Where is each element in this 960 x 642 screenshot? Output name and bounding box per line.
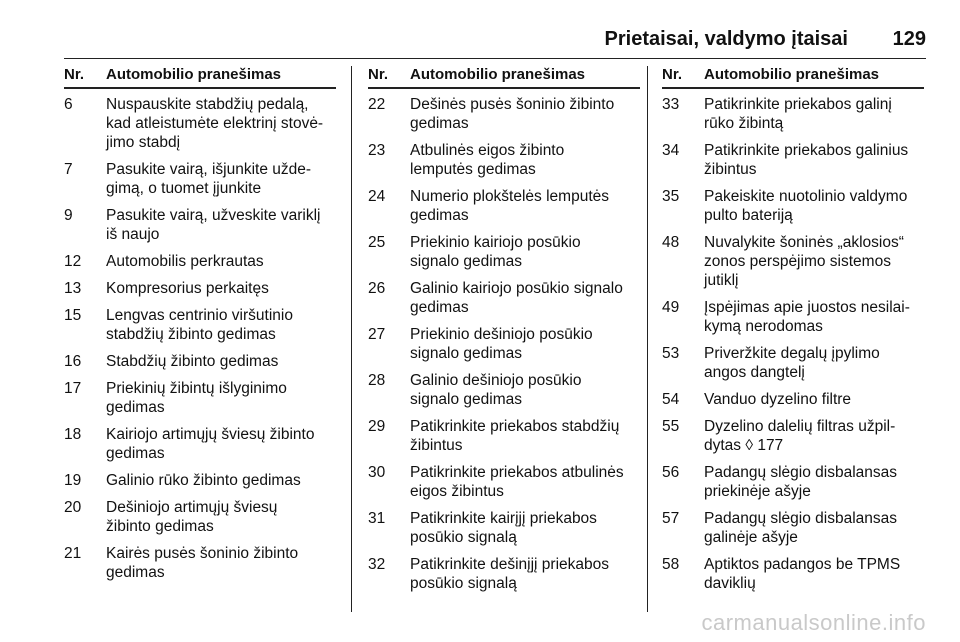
table-row bbox=[64, 425, 336, 463]
row-message: Kairiojo artimųjų šviesų žibinto gedimas bbox=[106, 426, 315, 462]
row-number: 49 bbox=[662, 299, 680, 316]
row-number: 24 bbox=[368, 188, 386, 205]
table-row bbox=[662, 95, 924, 133]
column-header bbox=[662, 66, 924, 89]
row-list bbox=[64, 95, 336, 582]
table-row bbox=[368, 233, 640, 271]
row-number: 55 bbox=[662, 418, 680, 435]
page-number: 129 bbox=[892, 28, 926, 50]
row-message: Padangų slėgio disbalansas galinėje ašyje bbox=[704, 510, 898, 546]
row-number: 53 bbox=[662, 345, 680, 362]
row-message: Nuvalykite šoninės „aklosios“ zonos perspėjimo sistemos jutiklį bbox=[704, 234, 904, 289]
row-number: 48 bbox=[662, 234, 680, 251]
row-number: 16 bbox=[64, 353, 82, 370]
table-row bbox=[64, 352, 336, 371]
row-message: Galinio kairiojo posūkio signalo gedimas bbox=[410, 280, 623, 316]
table-row bbox=[64, 379, 336, 417]
row-number: 9 bbox=[64, 207, 73, 224]
table-row bbox=[662, 298, 924, 336]
row-number: 26 bbox=[368, 280, 386, 297]
row-number: 58 bbox=[662, 556, 680, 573]
row-message: Stabdžių žibinto gedimas bbox=[106, 353, 279, 370]
table-row bbox=[64, 544, 336, 582]
row-message: Priekinio kairiojo posūkio signalo gedimas bbox=[410, 234, 581, 270]
row-number: 7 bbox=[64, 161, 73, 178]
row-message: Patikrinkite priekabos galinį rūko žibintą bbox=[704, 96, 892, 132]
row-number: 34 bbox=[662, 142, 680, 159]
row-number: 22 bbox=[368, 96, 386, 113]
row-number: 35 bbox=[662, 188, 680, 205]
header-message: Automobilio pranešimas bbox=[704, 66, 880, 83]
header-nr: Nr. bbox=[368, 66, 389, 83]
row-number: 13 bbox=[64, 280, 82, 297]
table-row bbox=[368, 371, 640, 409]
row-message: Pasukite vairą, išjunkite užde- gimą, o tuomet įjunkite bbox=[106, 161, 312, 197]
table-row bbox=[368, 187, 640, 225]
row-message: Kompresorius perkaitęs bbox=[106, 280, 269, 297]
row-message: Nuspauskite stabdžių pedalą, kad atleistumėte elektrinį stovė- jimo stabdį bbox=[106, 96, 324, 151]
row-number: 21 bbox=[64, 545, 82, 562]
table-row bbox=[64, 498, 336, 536]
table-column-2 bbox=[368, 66, 640, 601]
row-message: Dyzelino dalelių filtras užpil- dytas ◊ 177 bbox=[704, 418, 896, 454]
table-row bbox=[662, 417, 924, 455]
row-number: 20 bbox=[64, 499, 82, 516]
column-divider bbox=[351, 66, 352, 612]
table-row bbox=[662, 233, 924, 290]
header-message: Automobilio pranešimas bbox=[410, 66, 586, 83]
table-row bbox=[368, 279, 640, 317]
row-message: Atbulinės eigos žibinto lemputės gedimas bbox=[410, 142, 565, 178]
row-number: 56 bbox=[662, 464, 680, 481]
row-message: Galinio dešiniojo posūkio signalo gedimas bbox=[410, 372, 582, 408]
table-row bbox=[368, 417, 640, 455]
row-number: 28 bbox=[368, 372, 386, 389]
row-message: Priekinio dešiniojo posūkio signalo gedimas bbox=[410, 326, 593, 362]
column-header bbox=[368, 66, 640, 89]
header-nr: Nr. bbox=[662, 66, 683, 83]
table-row bbox=[368, 509, 640, 547]
header-message: Automobilio pranešimas bbox=[106, 66, 282, 83]
row-message: Kairės pusės šoninio žibinto gedimas bbox=[106, 545, 299, 581]
page-header bbox=[64, 22, 926, 59]
row-message: Padangų slėgio disbalansas priekinėje ašyje bbox=[704, 464, 898, 500]
table-row bbox=[64, 206, 336, 244]
row-number: 6 bbox=[64, 96, 73, 113]
table-column-3 bbox=[662, 66, 924, 601]
row-list bbox=[368, 95, 640, 593]
row-message: Priekinių žibintų išlyginimo gedimas bbox=[106, 380, 287, 416]
table-row bbox=[368, 463, 640, 501]
row-number: 29 bbox=[368, 418, 386, 435]
row-message: Pasukite vairą, užveskite variklį iš naujo bbox=[106, 207, 321, 243]
table-row bbox=[662, 187, 924, 225]
row-number: 19 bbox=[64, 472, 82, 489]
column-header bbox=[64, 66, 336, 89]
row-number: 12 bbox=[64, 253, 82, 270]
row-number: 15 bbox=[64, 307, 82, 324]
column-divider bbox=[647, 66, 648, 612]
row-number: 25 bbox=[368, 234, 386, 251]
row-message: Patikrinkite priekabos stabdžių žibintus bbox=[410, 418, 620, 454]
table-row bbox=[662, 344, 924, 382]
row-number: 32 bbox=[368, 556, 386, 573]
table-row bbox=[64, 95, 336, 152]
table-row bbox=[64, 471, 336, 490]
row-message: Įspėjimas apie juostos nesilai- kymą nerodomas bbox=[704, 299, 910, 335]
row-number: 27 bbox=[368, 326, 386, 343]
row-message: Automobilis perkrautas bbox=[106, 253, 264, 270]
row-message: Pakeiskite nuotolinio valdymo pulto bateriją bbox=[704, 188, 908, 224]
row-list bbox=[662, 95, 924, 593]
row-message: Patikrinkite priekabos galinius žibintus bbox=[704, 142, 909, 178]
row-message: Numerio plokštelės lemputės gedimas bbox=[410, 188, 610, 224]
row-message: Lengvas centrinio viršutinio stabdžių žibinto gedimas bbox=[106, 307, 293, 343]
row-number: 31 bbox=[368, 510, 386, 527]
table-row bbox=[64, 279, 336, 298]
table-row bbox=[662, 463, 924, 501]
table-row bbox=[662, 141, 924, 179]
table-row bbox=[368, 555, 640, 593]
row-message: Aptiktos padangos be TPMS daviklių bbox=[704, 556, 901, 592]
row-number: 57 bbox=[662, 510, 680, 527]
table-row bbox=[368, 95, 640, 133]
row-message: Dešiniojo artimųjų šviesų žibinto gedimas bbox=[106, 499, 278, 535]
table-row bbox=[368, 141, 640, 179]
row-number: 18 bbox=[64, 426, 82, 443]
page-title: Prietaisai, valdymo įtaisai bbox=[604, 28, 848, 50]
row-message: Patikrinkite kairįjį priekabos posūkio signalą bbox=[410, 510, 597, 546]
table-row bbox=[662, 509, 924, 547]
row-message: Priveržkite degalų įpylimo angos dangtelį bbox=[704, 345, 880, 381]
row-message: Patikrinkite dešinįjį priekabos posūkio signalą bbox=[410, 556, 610, 592]
table-row bbox=[662, 390, 924, 409]
row-number: 54 bbox=[662, 391, 680, 408]
row-number: 17 bbox=[64, 380, 82, 397]
row-message: Galinio rūko žibinto gedimas bbox=[106, 472, 301, 489]
table-row bbox=[368, 325, 640, 363]
header-nr: Nr. bbox=[64, 66, 85, 83]
row-number: 33 bbox=[662, 96, 680, 113]
table-row bbox=[64, 160, 336, 198]
table-row bbox=[64, 252, 336, 271]
row-number: 23 bbox=[368, 142, 386, 159]
table-row bbox=[662, 555, 924, 593]
row-number: 30 bbox=[368, 464, 386, 481]
row-message: Patikrinkite priekabos atbulinės eigos žibintus bbox=[410, 464, 624, 500]
watermark: carmanualsonline.info bbox=[701, 610, 926, 635]
row-message: Dešinės pusės šoninio žibinto gedimas bbox=[410, 96, 615, 132]
table-row bbox=[64, 306, 336, 344]
row-message: Vanduo dyzelino filtre bbox=[704, 391, 852, 408]
table-column-1 bbox=[64, 66, 336, 590]
